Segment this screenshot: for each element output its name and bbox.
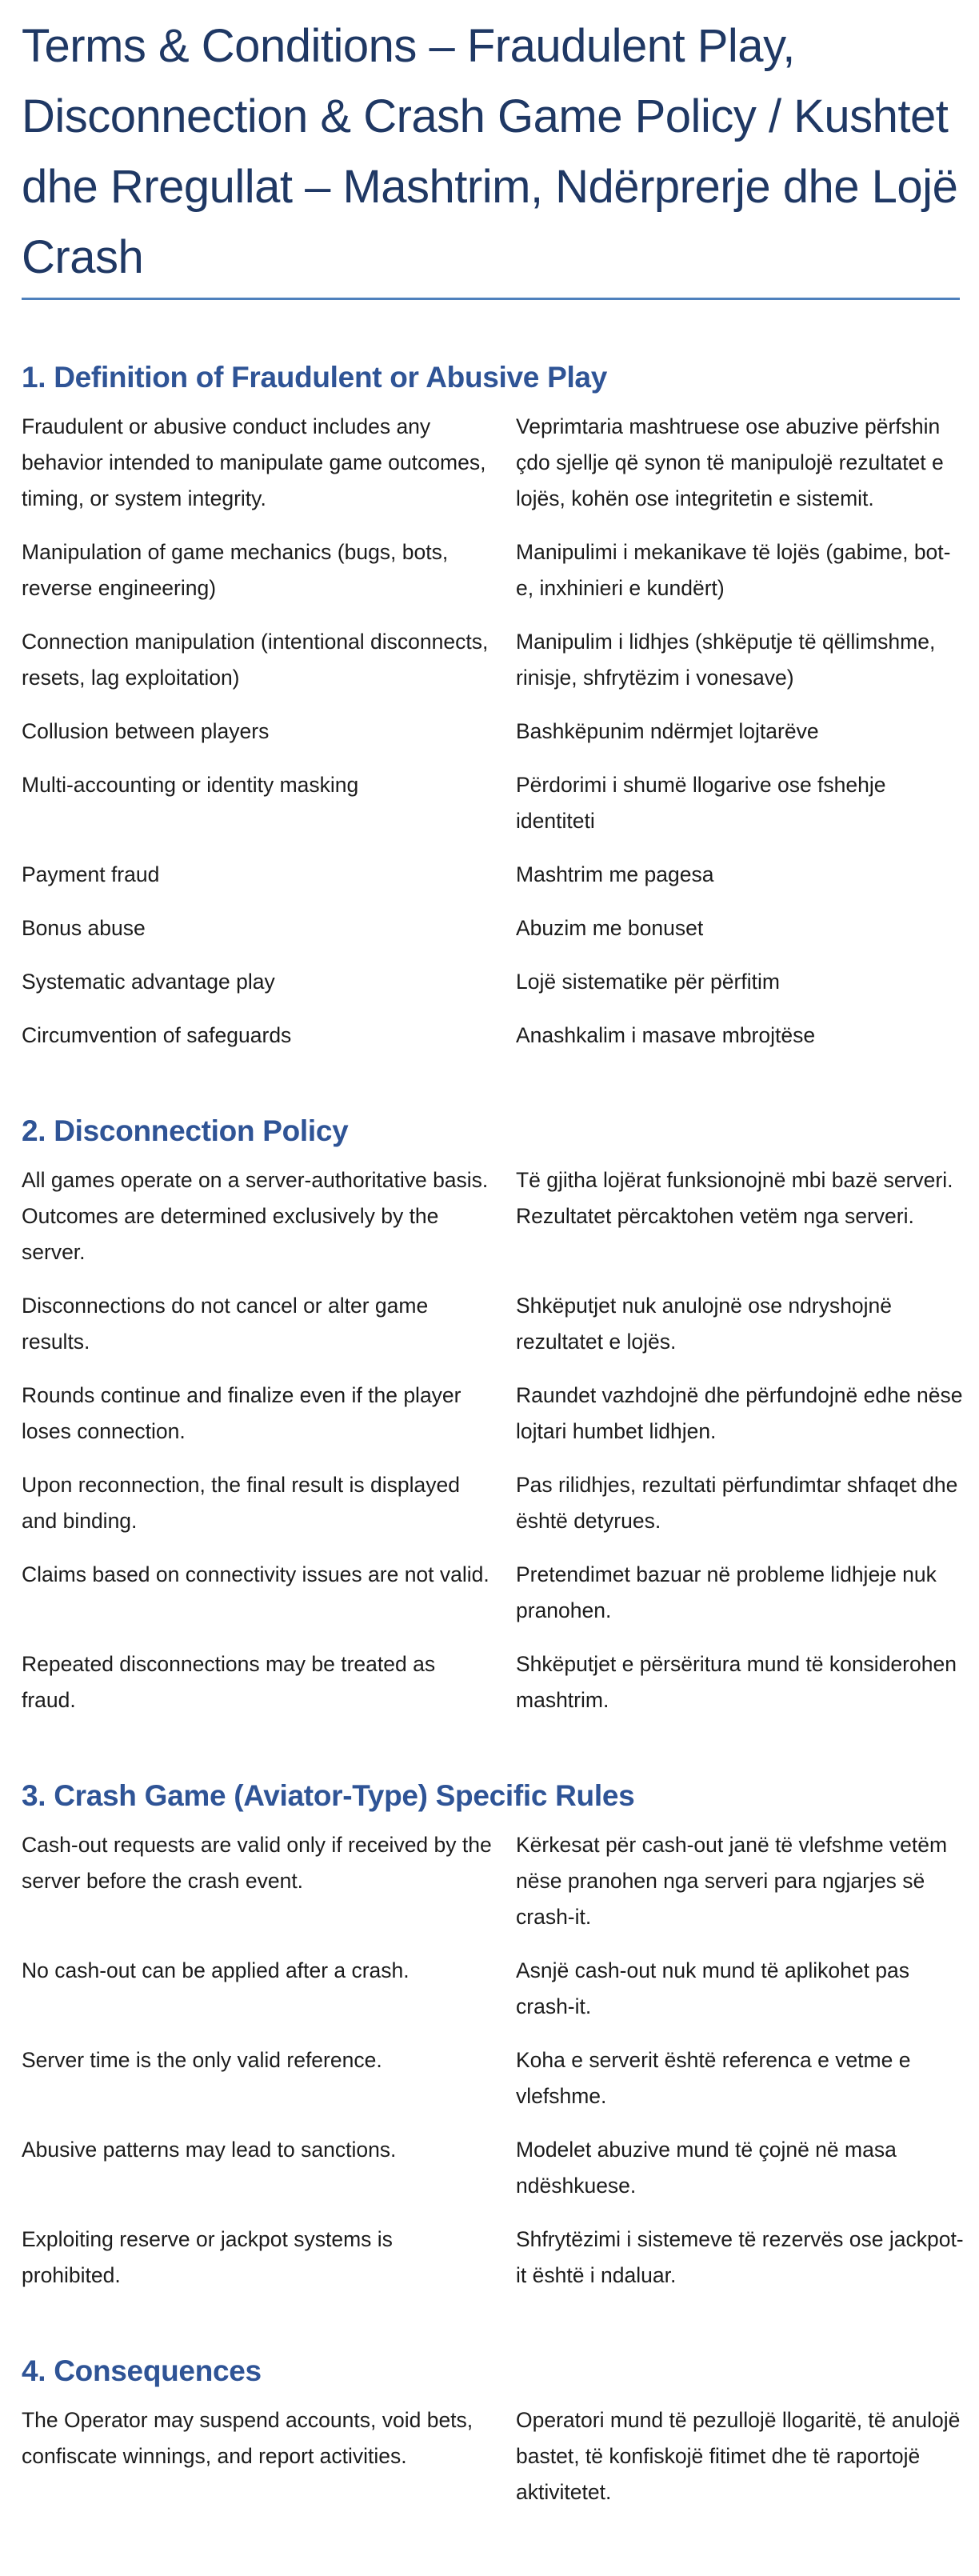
policy-row	[22, 964, 960, 1000]
policy-row	[22, 1162, 960, 1270]
title-divider	[22, 298, 960, 300]
policy-text-en: Multi-accounting or identity masking	[22, 773, 359, 797]
policy-row	[22, 767, 960, 839]
policy-text-en: The Operator may suspend accounts, void bets, confiscate winnings, and report activities.	[22, 2408, 474, 2468]
policy-text-sq: Pretendimet bazuar në probleme lidhjeje nuk pranohen.	[516, 1562, 937, 1622]
policy-text-en: Abusive patterns may lead to sanctions.	[22, 2138, 397, 2162]
policy-text-sq: Të gjitha lojërat funksionojnë mbi bazë serveri. Rezultatet përcaktohen vetëm nga serveri.	[516, 1168, 953, 1228]
policy-row	[22, 1827, 960, 1935]
policy-text-en: Payment fraud	[22, 862, 160, 886]
policy-text-en: Connection manipulation (intentional disconnects, resets, lag exploitation)	[22, 630, 489, 690]
policy-row	[22, 1288, 960, 1360]
policy-text-en: Systematic advantage play	[22, 970, 275, 994]
policy-text-sq: Abuzim me bonuset	[516, 916, 704, 940]
policy-text-sq: Shfrytëzimi i sistemeve të rezervës ose jackpot-it është i ndaluar.	[516, 2227, 964, 2287]
section-fraudulent-play-definition	[22, 359, 960, 1054]
section-consequences	[22, 2353, 960, 2510]
policy-text-sq: Pas rilidhjes, rezultati përfundimtar shfaqet dhe është detyrues.	[516, 1473, 958, 1533]
policy-text-sq: Shkëputjet nuk anulojnë ose ndryshojnë rezultatet e lojës.	[516, 1294, 892, 1354]
policy-text-sq: Shkëputjet e përsëritura mund të konsiderohen mashtrim.	[516, 1652, 957, 1712]
policy-row	[22, 714, 960, 750]
policy-text-en: Rounds continue and finalize even if the player loses connection.	[22, 1383, 462, 1443]
section-3-heading: 3. Crash Game (Aviator-Type) Specific Rules	[22, 1779, 635, 1812]
policy-text-en: Server time is the only valid reference.	[22, 2048, 382, 2072]
policy-row	[22, 2132, 960, 2204]
policy-text-sq: Anashkalim i masave mbrojtëse	[516, 1023, 816, 1047]
policy-text-sq: Bashkëpunim ndërmjet lojtarëve	[516, 719, 819, 743]
section-disconnection-policy	[22, 1113, 963, 1718]
section-crash-game-rules	[22, 1778, 964, 2294]
policy-row	[22, 409, 960, 517]
policy-text-sq: Koha e serverit është referenca e vetme e vlefshme.	[516, 2048, 911, 2108]
policy-row	[22, 1646, 960, 1718]
policy-row	[22, 1467, 960, 1539]
policy-text-sq: Përdorimi i shumë llogarive ose fshehje identiteti	[516, 773, 886, 833]
policy-row	[22, 2402, 960, 2510]
policy-text-en: Circumvention of safeguards	[22, 1023, 292, 1047]
policy-text-sq: Raundet vazhdojnë dhe përfundojnë edhe nëse lojtari humbet lidhjen.	[516, 1383, 963, 1443]
policy-row	[22, 624, 960, 696]
policy-text-sq: Mashtrim me pagesa	[516, 862, 714, 886]
policy-text-en: No cash-out can be applied after a crash.	[22, 1958, 410, 1982]
policy-text-en: Claims based on connectivity issues are not valid.	[22, 1562, 490, 1586]
policy-text-sq: Manipulimi i mekanikave të lojës (gabime, bot-e, inxhinieri e kundërt)	[516, 540, 951, 600]
policy-text-sq: Asnjë cash-out nuk mund të aplikohet pas crash-it.	[516, 1958, 910, 2018]
policy-text-en: Upon reconnection, the final result is displayed and binding.	[22, 1473, 460, 1533]
policy-row	[22, 1557, 960, 1629]
policy-text-en: Fraudulent or abusive conduct includes any behavior intended to manipulate game outcomes, timing, or system integrity.	[22, 414, 486, 510]
policy-text-sq: Veprimtaria mashtruese ose abuzive përfshin çdo sjellje që synon të manipulojë rezultatet e lojës, kohën ose integritetin e sistemit.	[516, 414, 944, 510]
policy-row	[22, 857, 960, 893]
policy-row	[22, 910, 960, 946]
policy-text-en: Disconnections do not cancel or alter game results.	[22, 1294, 429, 1354]
policy-text-sq: Modelet abuzive mund të çojnë në masa ndëshkuese.	[516, 2138, 897, 2198]
policy-row	[22, 534, 960, 606]
section-1-heading: 1. Definition of Fraudulent or Abusive Play	[22, 361, 607, 394]
policy-text-en: Exploiting reserve or jackpot systems is prohibited.	[22, 2227, 393, 2287]
policy-row	[22, 1953, 960, 2025]
policy-text-en: Bonus abuse	[22, 916, 146, 940]
policy-text-sq: Operatori mund të pezullojë llogaritë, të anulojë bastet, të konfiskojë fitimet dhe të raportojë aktivitetet.	[516, 2408, 961, 2504]
policy-row	[22, 2042, 960, 2114]
policy-row	[22, 1018, 960, 1054]
policy-text-en: Manipulation of game mechanics (bugs, bots, reverse engineering)	[22, 540, 449, 600]
policy-text-en: Repeated disconnections may be treated as fraud.	[22, 1652, 436, 1712]
section-4-heading: 4. Consequences	[22, 2354, 262, 2387]
policy-text-en: Collusion between players	[22, 719, 270, 743]
policy-text-sq: Kërkesat për cash-out janë të vlefshme vetëm nëse pranohen nga serveri para ngjarjes së crash-it.	[516, 1833, 948, 1929]
policy-text-en: All games operate on a server-authoritative basis. Outcomes are determined exclusively by the server.	[22, 1168, 489, 1264]
document-title: Terms & Conditions – Fraudulent Play, Disconnection & Crash Game Policy / Kushtet dhe Rregullat – Mashtrim, Ndërprerje dhe Lojë Crash	[22, 20, 958, 283]
policy-row	[22, 2222, 964, 2294]
policy-row	[22, 1378, 963, 1450]
section-2-heading: 2. Disconnection Policy	[22, 1114, 349, 1147]
policy-text-en: Cash-out requests are valid only if received by the server before the crash event.	[22, 1833, 492, 1893]
policy-text-sq: Manipulim i lidhjes (shkëputje të qëllimshme, rinisje, shfrytëzim i vonesave)	[516, 630, 936, 690]
policy-text-sq: Lojë sistematike për përfitim	[516, 970, 780, 994]
